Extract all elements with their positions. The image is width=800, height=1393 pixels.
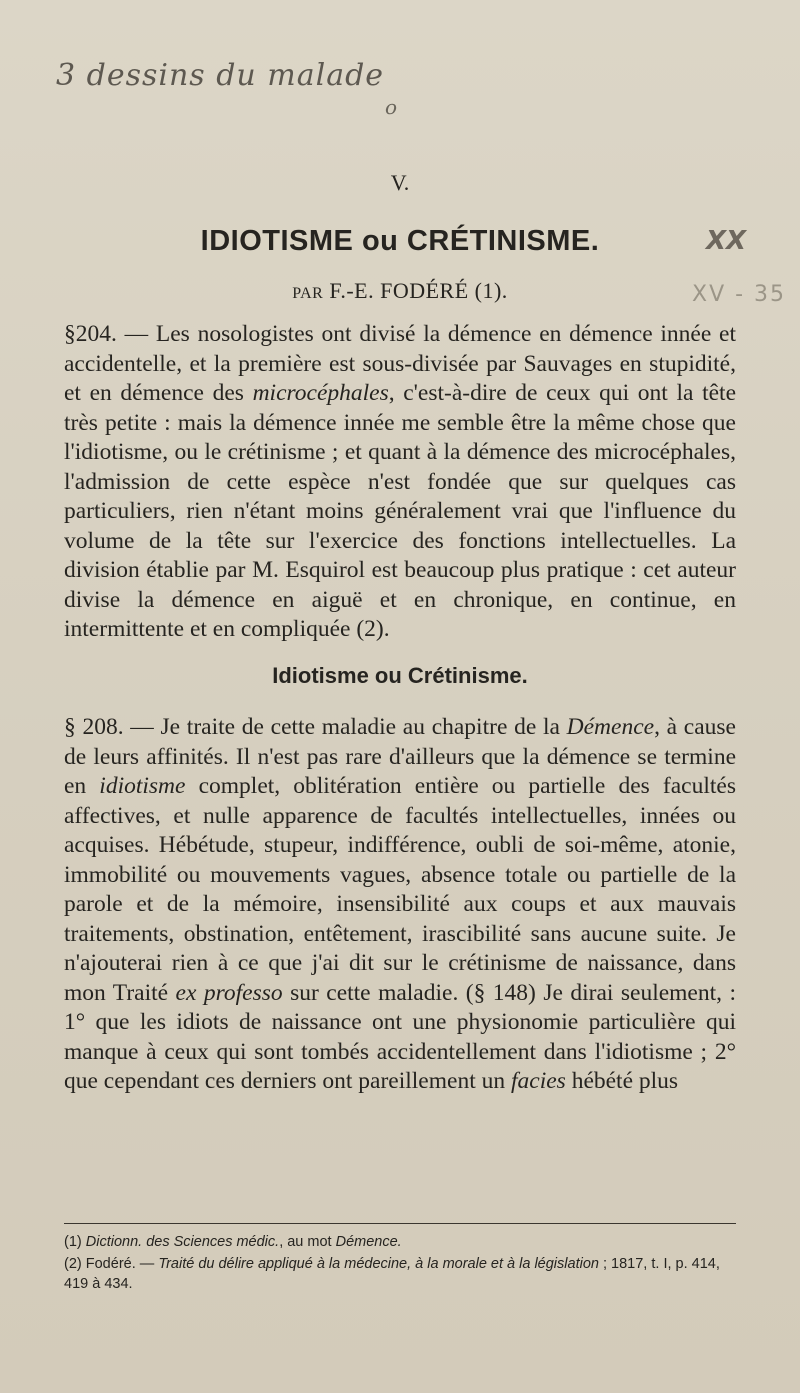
subheading: Idiotisme ou Crétinisme.	[272, 663, 528, 688]
author-line	[140, 278, 660, 304]
paragraph-text: § 208. — Je traite de cette maladie au chapitre de la	[64, 714, 567, 740]
paragraph-text: , c'est-à-dire de ceux qui ont la tête très petite : mais la démence innée me semble être la même chose que l'idiotisme, ou le crétinisme ; et quant à la démence des microcéphales, l'admission de cette espèce n'est fondée que sur quelques cas particuliers, rien n'étant moins généralement vrai que l'influence du volume de la tête sur l'exercice des fonctions intellectuelles. La division établie par M. Esquirol est beaucoup plus pratique : cet auteur divise la démence en aiguë et en chronique, en continue, en intermittente et en compliquée (2).	[64, 380, 736, 642]
chapter-number: V.	[390, 170, 410, 195]
emphasis-text: facies	[510, 1068, 566, 1094]
footnote-text: ; 1817, t. I, p. 414, 419 à 434.	[64, 1256, 720, 1292]
footnote-number: (2)	[64, 1256, 82, 1272]
footnote-1	[64, 1232, 744, 1252]
paragraph-text: §204. — Les nosologistes ont divisé la démence en démence innée et accidentelle, et la première est sous-divisée par Sauvages en stupidité, et en démence des	[64, 321, 736, 406]
margin-pencil-note: XV - 35	[692, 282, 787, 307]
footnote-dash: —	[135, 1256, 159, 1272]
footnote-number: (1)	[64, 1234, 82, 1250]
footnotes	[64, 1232, 744, 1296]
footnote-text: , au mot	[279, 1234, 336, 1250]
footnote-author: Fodéré.	[85, 1256, 136, 1272]
footnote-divider	[64, 1223, 736, 1224]
paragraph-text: , à cause de leurs affinités. Il n'est pas rare d'ailleurs que la démence se termine en	[64, 714, 736, 799]
paragraph-204	[64, 320, 736, 645]
paragraph-text: sur cette maladie. (§ 148) Je dirai seulement, : 1° que les idiots de naissance ont une physionomie particulière qui manque à ceux qui sont tombés accidentellement dans l'idiotisme ; 2° que cependant ces derniers ont pareillement un	[64, 979, 736, 1094]
footnote-2	[64, 1254, 744, 1294]
emphasis-text: idiotisme	[99, 773, 186, 799]
author-note-ref: (1).	[474, 278, 508, 303]
emphasis-text: ex professo	[175, 979, 283, 1006]
paragraph-208	[64, 713, 736, 1097]
footnote-title: Traité du délire appliqué à la médecine, à la morale et à la législation	[158, 1256, 599, 1272]
emphasis-text: Démence	[566, 714, 655, 740]
handwritten-mark: o	[385, 95, 398, 119]
footnote-source: Dictionn. des Sciences médic.	[85, 1234, 280, 1250]
paragraph-text: complet, oblitération entière ou partielle des facultés affectives, et nulle apparence de facultés intellectuelles, innées ou acquises. Hébétude, stupeur, indifférence, oubli de soi-même, atonie, immobilité ou mouvements vagues, absence totale ou partielle de la parole et de la mémoire, insensibilité aux coups et aux mauvais traitements, obstination, entêtement, irascibilité sans aucune suite. Je n'ajouterai rien à ce que j'ai dit sur le crétinisme de naissance, dans mon Traité	[64, 773, 736, 1006]
handwritten-annotation: 3 dessins du malade	[56, 58, 385, 93]
section-title: IDIOTISME ou CRÉTINISME.	[200, 225, 600, 257]
emphasis-text: microcéphales	[252, 380, 389, 406]
author-name: F.-E. FODÉRÉ	[329, 278, 469, 303]
author-prefix: PAR	[292, 285, 324, 302]
margin-pencil-mark: XX	[706, 226, 747, 256]
paragraph-text: hébété plus	[565, 1068, 679, 1094]
footnote-word: Démence.	[335, 1234, 402, 1250]
